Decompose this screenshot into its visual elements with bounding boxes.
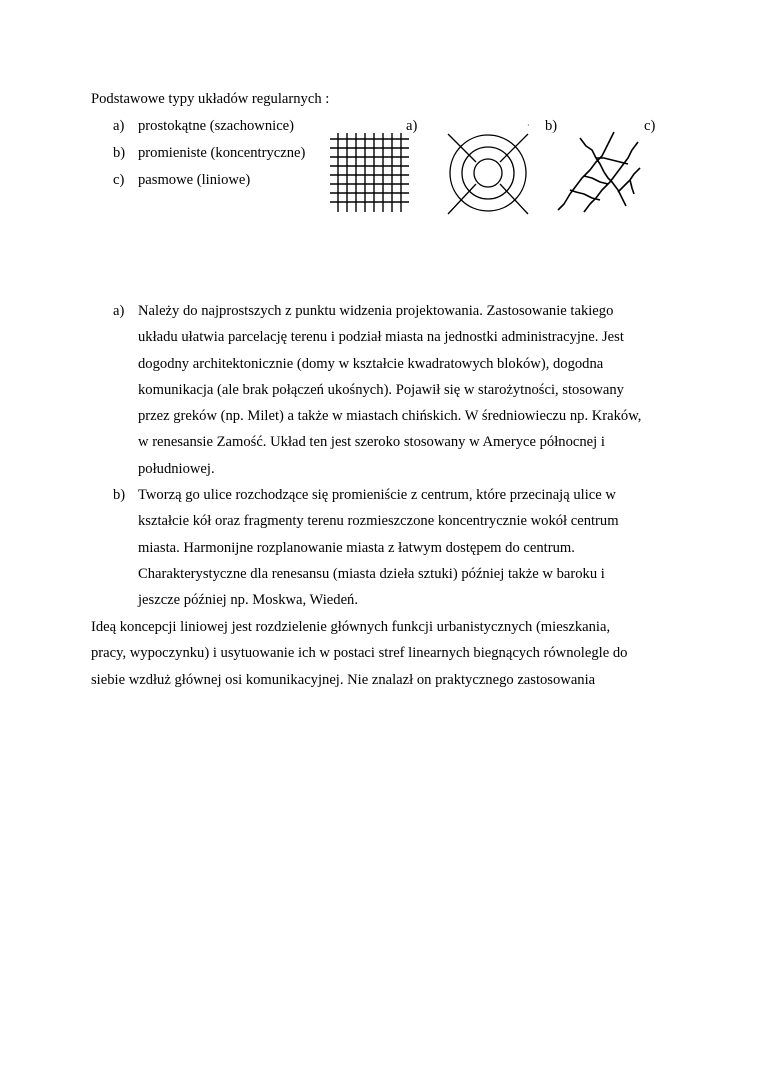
paragraph-line: jeszcze później np. Moskwa, Wiedeń.	[138, 592, 359, 609]
paragraph-line: kształcie kół oraz fragmenty terenu rozmieszczone koncentrycznie wokół centrum	[138, 513, 619, 530]
grid-layout-figure	[330, 133, 410, 213]
street-line	[558, 132, 614, 210]
description-b-marker: b)	[113, 487, 126, 503]
linear-concept-paragraph	[91, 614, 627, 693]
paragraph-line: przez greków (np. Milet) a także w miastach chińskich. W średniowieczu np. Kraków,	[138, 408, 642, 425]
type-c-label: pasmowe (liniowe)	[138, 172, 251, 188]
street-line	[618, 168, 640, 192]
paragraph-line: południowej.	[138, 460, 215, 477]
paragraph-line: pracy, wypoczynku) i usytuowanie ich w postaci stref linearnych biegnących równolegle do	[91, 645, 628, 662]
paragraph-line: Ideą koncepcji liniowej jest rozdzielenie głównych funkcji urbanistycznych (mieszkania,	[91, 619, 611, 635]
figure-label-b: b)	[545, 118, 558, 134]
linear-layout-figure	[552, 128, 652, 218]
figure-label-c: c)	[644, 118, 656, 134]
radial-layout-figure	[438, 128, 538, 218]
description-b-paragraph	[138, 482, 619, 613]
paragraph-line: układu ułatwia parcelację terenu i podział miasta na jednostki administracyjne. Jest	[138, 329, 624, 346]
street-line	[596, 158, 628, 164]
street-line	[630, 180, 634, 194]
paragraph-line: miasta. Harmonijne rozplanowanie miasta z łatwym dostępem do centrum.	[138, 539, 575, 556]
type-a-label: prostokątne (szachownice)	[138, 118, 295, 134]
type-c-marker: c)	[113, 172, 125, 188]
type-a-marker: a)	[113, 118, 125, 134]
type-b-label: promieniste (koncentryczne)	[138, 145, 306, 161]
paragraph-line: komunikacja (ale brak połączeń ukośnych). Pojawił się w starożytności, stosowany	[138, 381, 624, 398]
paragraph-line: Charakterystyczne dla renesansu (miasta dzieła sztuki) później także w baroku i	[138, 565, 605, 582]
paragraph-line: Tworzą go ulice rozchodzące się promieniście z centrum, które przecinają ulice w	[138, 487, 616, 503]
description-a-marker: a)	[113, 303, 125, 319]
street-line	[584, 176, 608, 184]
radial-street	[448, 184, 476, 214]
type-b-marker: b)	[113, 145, 126, 161]
street-line	[604, 172, 626, 206]
figure-label-a: a)	[406, 118, 418, 134]
paragraph-line: Należy do najprostszych z punktu widzenia projektowania. Zastosowanie takiego	[138, 303, 614, 319]
description-a-paragraph	[138, 298, 641, 482]
ring-inner	[474, 159, 502, 187]
intro-text: Podstawowe typy układów regularnych :	[91, 91, 330, 107]
radial-street	[500, 184, 528, 214]
stray-dot-mark: ·	[527, 121, 530, 130]
paragraph-line: dogodny architektonicznie (domy w kształcie kwadratowych bloków), dogodna	[138, 355, 604, 372]
paragraph-line: siebie wzdłuż głównej osi komunikacyjnej. Nie znalazł on praktycznego zastosowania	[91, 671, 596, 688]
paragraph-line: w renesansie Zamość. Układ ten jest szeroko stosowany w Ameryce północnej i	[138, 434, 605, 451]
street-line	[570, 190, 600, 200]
street-line	[584, 142, 638, 212]
